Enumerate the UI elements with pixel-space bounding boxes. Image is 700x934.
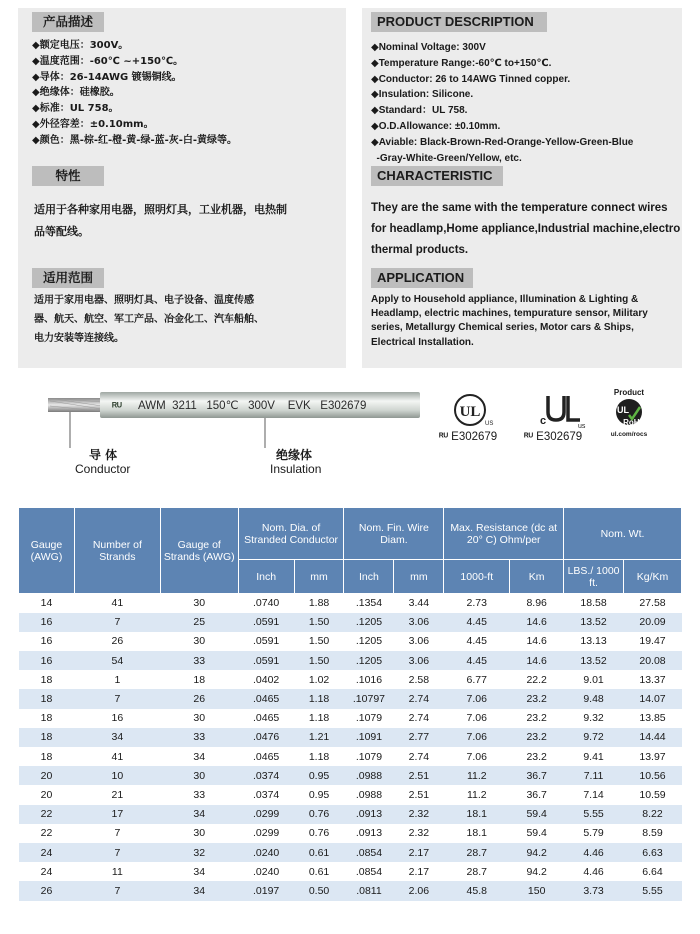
table-cell: 7 <box>74 613 160 632</box>
table-cell: 16 <box>19 632 75 651</box>
table-cell: .0240 <box>238 862 294 881</box>
table-cell: 2.74 <box>394 709 444 728</box>
table-cell: 4.45 <box>444 632 510 651</box>
insulation-label <box>270 448 321 476</box>
header-fin-mm: mm <box>394 560 444 594</box>
table-cell: 7 <box>74 689 160 708</box>
table-cell: 16 <box>19 651 75 670</box>
table-cell: 20.08 <box>624 651 682 670</box>
table-cell: 18 <box>160 670 238 689</box>
header-nom-wt: Nom. Wt. <box>564 508 682 560</box>
table-cell: 4.45 <box>444 651 510 670</box>
table-cell: 30 <box>160 766 238 785</box>
header-res-km: Km <box>510 560 564 594</box>
table-cell: 26 <box>74 632 160 651</box>
table-cell: 25 <box>160 613 238 632</box>
table-cell: 14.6 <box>510 613 564 632</box>
table-cell: 54 <box>74 651 160 670</box>
table-row <box>19 689 682 708</box>
table-cell: 6.63 <box>624 843 682 862</box>
table-cell: 16 <box>74 709 160 728</box>
table-cell: 11.2 <box>444 785 510 804</box>
en-application-heading: APPLICATION <box>371 268 473 288</box>
header-dia-mm: mm <box>294 560 344 594</box>
table-cell: 1.18 <box>294 747 344 766</box>
table-cell: 10 <box>74 766 160 785</box>
cn-description-heading: 产品描述 <box>32 12 104 32</box>
table-cell: 0.95 <box>294 785 344 804</box>
list-item: ◆O.D.Allowance: ±0.10mm. <box>371 120 501 132</box>
table-cell: 0.50 <box>294 881 344 900</box>
list-item: ◆外径容差：±0.10mm。 <box>32 118 154 130</box>
table-cell: 14.44 <box>624 728 682 747</box>
table-row <box>19 843 682 862</box>
table-cell: .0299 <box>238 824 294 843</box>
header-gauge: Gauge (AWG) <box>19 508 75 594</box>
list-item: ◆绝缘体：硅橡胶。 <box>32 87 120 99</box>
cable-print-text: AWM 3211 150℃ 300V EVK E302679 <box>138 400 367 412</box>
table-row <box>19 613 682 632</box>
table-cell: 6.64 <box>624 862 682 881</box>
table-cell: 7 <box>74 881 160 900</box>
table-row <box>19 670 682 689</box>
ul-mark-icon: ᴿᵁ <box>112 401 122 413</box>
table-cell: 11 <box>74 862 160 881</box>
list-item: ◆额定电压：300V。 <box>32 40 129 51</box>
table-cell: 2.17 <box>394 862 444 881</box>
table-body <box>19 594 682 901</box>
table-cell: 0.61 <box>294 843 344 862</box>
table-cell: .1205 <box>344 613 394 632</box>
table-row <box>19 766 682 785</box>
table-cell: 18 <box>19 728 75 747</box>
table-cell: 7.06 <box>444 709 510 728</box>
svg-text:US: US <box>485 421 494 427</box>
table-cell: .0374 <box>238 766 294 785</box>
en-application-text <box>371 293 648 350</box>
table-cell: 2.17 <box>394 843 444 862</box>
table-cell: 18.1 <box>444 824 510 843</box>
cable-diagram <box>40 388 430 448</box>
text-line: 电力安装等连接线。 <box>34 333 124 344</box>
header-nom-dia: Nom. Dia. of Stranded Conductor <box>238 508 344 560</box>
table-cell: 13.85 <box>624 709 682 728</box>
list-item: ◆Standard：UL 758. <box>371 105 468 117</box>
table-cell: 33 <box>160 651 238 670</box>
table-cell: 34 <box>160 805 238 824</box>
table-cell: 33 <box>160 785 238 804</box>
list-item: ◆导体：26-14AWG 镀锡铜线。 <box>32 71 182 83</box>
table-cell: 2.73 <box>444 594 510 613</box>
table-cell: 2.06 <box>394 881 444 900</box>
table-cell: 1.50 <box>294 651 344 670</box>
ul-rohs-badge <box>606 388 652 438</box>
table-cell: 16 <box>19 613 75 632</box>
table-cell: 20 <box>19 766 75 785</box>
table-cell: 24 <box>19 843 75 862</box>
cn-application-text <box>34 291 264 348</box>
table-cell: 0.95 <box>294 766 344 785</box>
table-cell: .1205 <box>344 651 394 670</box>
table-cell: 14.6 <box>510 651 564 670</box>
table-cell: .0591 <box>238 651 294 670</box>
table-cell: 5.79 <box>564 824 624 843</box>
table-cell: .10797 <box>344 689 394 708</box>
table-row <box>19 881 682 900</box>
table-cell: 18.1 <box>444 805 510 824</box>
cert-file-2 <box>524 431 582 443</box>
table-cell: 3.06 <box>394 651 444 670</box>
list-item: ◆Aviable: Black-Brown-Red-Orange-Yellow-Green-Blue <box>371 136 634 148</box>
table-cell: 26 <box>19 881 75 900</box>
table-cell: 30 <box>160 632 238 651</box>
table-cell: 36.7 <box>510 785 564 804</box>
table-cell: 34 <box>160 747 238 766</box>
list-item: ◆温度范围：-60℃ ~+150℃。 <box>32 55 184 67</box>
cn-characteristic-text <box>34 199 287 243</box>
text-line: 器、航天、航空、军工产品、冶金化工、汽车船舶、 <box>34 314 264 325</box>
table-cell: .0465 <box>238 747 294 766</box>
table-cell: 1.50 <box>294 613 344 632</box>
en-description-list <box>371 40 633 166</box>
cn-characteristic-heading: 特性 <box>32 166 104 186</box>
table-cell: 1.02 <box>294 670 344 689</box>
table-cell: 3.06 <box>394 632 444 651</box>
table-row <box>19 862 682 881</box>
table-cell: 36.7 <box>510 766 564 785</box>
table-cell: 28.7 <box>444 862 510 881</box>
text-line: 适用于家用电器、照明灯具、电子设备、温度传感 <box>34 295 254 306</box>
table-cell: 13.37 <box>624 670 682 689</box>
table-cell: .0465 <box>238 709 294 728</box>
table-cell: 0.61 <box>294 862 344 881</box>
table-cell: 23.2 <box>510 728 564 747</box>
table-cell: 33 <box>160 728 238 747</box>
header-nom-fin: Nom. Fin. Wire Diam. <box>344 508 444 560</box>
text-line: Apply to Household appliance, Illumination & Lighting & <box>371 294 639 305</box>
table-cell: 26 <box>160 689 238 708</box>
table-cell: .0854 <box>344 843 394 862</box>
table-cell: 2.58 <box>394 670 444 689</box>
table-cell: 18 <box>19 709 75 728</box>
table-cell: 6.77 <box>444 670 510 689</box>
table-cell: .1016 <box>344 670 394 689</box>
c-ur-us-icon <box>538 390 586 430</box>
en-characteristic-text <box>371 198 680 261</box>
table-cell: .0197 <box>238 881 294 900</box>
header-strand-gauge: Gauge of Strands (AWG) <box>160 508 238 594</box>
table-cell: 18 <box>19 670 75 689</box>
svg-text:UL: UL <box>459 404 481 420</box>
table-cell: .0402 <box>238 670 294 689</box>
table-cell: 2.77 <box>394 728 444 747</box>
en-description-heading: PRODUCT DESCRIPTION <box>371 12 547 32</box>
table-row <box>19 632 682 651</box>
table-cell: 13.52 <box>564 613 624 632</box>
cn-application-heading: 适用范围 <box>32 268 104 288</box>
table-cell: 8.22 <box>624 805 682 824</box>
table-cell: 2.32 <box>394 824 444 843</box>
text-line: 品等配线。 <box>34 225 89 238</box>
table-cell: 22 <box>19 805 75 824</box>
header-max-resistance: Max. Resistance (dc at 20° C) Ohm/per <box>444 508 564 560</box>
table-cell: .0811 <box>344 881 394 900</box>
table-cell: 8.96 <box>510 594 564 613</box>
table-cell: 150 <box>510 881 564 900</box>
table-row <box>19 805 682 824</box>
table-cell: 9.01 <box>564 670 624 689</box>
table-cell: 13.97 <box>624 747 682 766</box>
text-line: 适用于各种家用电器，照明灯具，工业机器，电热制 <box>34 203 287 216</box>
table-row <box>19 785 682 804</box>
text-line: They are the same with the temperature connect wires <box>371 202 668 214</box>
list-item: ◆标准：UL 758。 <box>32 103 119 115</box>
table-cell: .1079 <box>344 709 394 728</box>
text-line: series, Metallurgy Chemical series, Motor cars & Ships, <box>371 322 634 334</box>
cn-description-list <box>32 38 237 149</box>
table-cell: .1091 <box>344 728 394 747</box>
table-cell: .1354 <box>344 594 394 613</box>
cert-file-number-2: E302679 <box>536 431 583 443</box>
table-cell: .0913 <box>344 824 394 843</box>
table-cell: .0591 <box>238 632 294 651</box>
en-characteristic-heading: CHARACTERISTIC <box>371 166 503 186</box>
table-cell: .0465 <box>238 689 294 708</box>
table-cell: 7.06 <box>444 689 510 708</box>
text-line: Electrical Installation. <box>371 336 474 348</box>
table-cell: 1.50 <box>294 632 344 651</box>
table-cell: 0.76 <box>294 824 344 843</box>
table-cell: 34 <box>74 728 160 747</box>
table-cell: 7.11 <box>564 766 624 785</box>
table-cell: 8.59 <box>624 824 682 843</box>
table-cell: 2.51 <box>394 766 444 785</box>
table-cell: 9.41 <box>564 747 624 766</box>
table-cell: 10.59 <box>624 785 682 804</box>
table-cell: 2.74 <box>394 747 444 766</box>
table-cell: 1.88 <box>294 594 344 613</box>
table-cell: 30 <box>160 824 238 843</box>
table-cell: 1.18 <box>294 709 344 728</box>
table-cell: 3.44 <box>394 594 444 613</box>
ul-recognized-small-icon: ᴿᵁ <box>439 432 448 443</box>
table-cell: 22.2 <box>510 670 564 689</box>
conductor-label <box>75 448 130 476</box>
table-cell: 2.51 <box>394 785 444 804</box>
conductor-label-cn: 导 体 <box>89 448 118 462</box>
table-cell: 5.55 <box>564 805 624 824</box>
header-dia-inch: Inch <box>238 560 294 594</box>
table-cell: .0854 <box>344 862 394 881</box>
table-cell: 30 <box>160 594 238 613</box>
table-cell: 41 <box>74 594 160 613</box>
svg-text:c: c <box>540 415 547 427</box>
table-cell: 1.18 <box>294 689 344 708</box>
table-cell: 34 <box>160 881 238 900</box>
table-cell: 59.4 <box>510 824 564 843</box>
table-row <box>19 651 682 670</box>
table-cell: 2.74 <box>394 689 444 708</box>
table-cell: 7.06 <box>444 747 510 766</box>
table-cell: 19.47 <box>624 632 682 651</box>
table-cell: 0.76 <box>294 805 344 824</box>
table-cell: 1 <box>74 670 160 689</box>
table-row <box>19 728 682 747</box>
table-cell: 11.2 <box>444 766 510 785</box>
table-cell: 13.52 <box>564 651 624 670</box>
table-cell: 9.32 <box>564 709 624 728</box>
table-cell: 14 <box>19 594 75 613</box>
table-cell: .0374 <box>238 785 294 804</box>
table-row <box>19 747 682 766</box>
insulation-label-cn: 绝缘体 <box>276 448 313 462</box>
list-item: ◆Nominal Voltage: 300V <box>371 42 486 53</box>
list-item: ◆Conductor: 26 to 14AWG Tinned copper. <box>371 73 571 85</box>
table-row <box>19 709 682 728</box>
table-cell: 28.7 <box>444 843 510 862</box>
svg-text:UL: UL <box>617 405 629 415</box>
table-cell: 17 <box>74 805 160 824</box>
insulation-label-en: Insulation <box>270 462 322 476</box>
table-cell: 30 <box>160 709 238 728</box>
table-cell: 21 <box>74 785 160 804</box>
table-cell: 45.8 <box>444 881 510 900</box>
table-cell: 1.21 <box>294 728 344 747</box>
table-cell: .0240 <box>238 843 294 862</box>
table-cell: 22 <box>19 824 75 843</box>
table-cell: .0591 <box>238 613 294 632</box>
header-strands: Number of Strands <box>74 508 160 594</box>
rohs-site-label: ul.com/rocs <box>610 431 648 438</box>
table-cell: .0476 <box>238 728 294 747</box>
list-item: ◆Temperature Range:-60℃ to+150℃. <box>371 57 552 69</box>
table-row <box>19 594 682 613</box>
text-line: Headlamp, electric machines, tempurature sensor, Military <box>371 308 648 320</box>
table-cell: 34 <box>160 862 238 881</box>
table-cell: .1205 <box>344 632 394 651</box>
cert-file-number-1: E302679 <box>451 431 498 443</box>
list-item: -Gray-White-Green/Yellow, etc. <box>371 152 522 164</box>
table-cell: 2.32 <box>394 805 444 824</box>
text-line: thermal products. <box>371 244 469 256</box>
table-cell: 7 <box>74 843 160 862</box>
table-cell: 23.2 <box>510 747 564 766</box>
cert-file-1 <box>439 431 497 443</box>
header-wt-lbs: LBS./ 1000 ft. <box>564 560 624 594</box>
svg-text:us: us <box>578 423 586 430</box>
table-cell: 5.55 <box>624 881 682 900</box>
table-cell: 9.72 <box>564 728 624 747</box>
rohs-label: RoHS <box>623 418 645 427</box>
table-cell: .0988 <box>344 766 394 785</box>
table-cell: 41 <box>74 747 160 766</box>
table-cell: .0299 <box>238 805 294 824</box>
table-cell: 23.2 <box>510 709 564 728</box>
table-cell: 18 <box>19 747 75 766</box>
table-cell: 59.4 <box>510 805 564 824</box>
list-item: ◆颜色：黑-棕-红-橙-黄-绿-蓝-灰-白-黄绿等。 <box>32 134 238 146</box>
specification-table <box>18 507 682 901</box>
table-cell: .0740 <box>238 594 294 613</box>
text-line: for headlamp,Home appliance,Industrial machine,electro <box>371 223 681 235</box>
table-cell: .0913 <box>344 805 394 824</box>
ul-recognized-small-icon-2: ᴿᵁ <box>524 432 533 443</box>
table-cell: 4.46 <box>564 862 624 881</box>
header-fin-inch: Inch <box>344 560 394 594</box>
rohs-product-label: Product <box>613 388 645 397</box>
header-wt-kgkm: Kg/Km <box>624 560 682 594</box>
conductor-label-en: Conductor <box>75 462 131 476</box>
table-cell: 18 <box>19 689 75 708</box>
table-cell: 7 <box>74 824 160 843</box>
table-cell: 14.6 <box>510 632 564 651</box>
table-cell: 9.48 <box>564 689 624 708</box>
table-cell: 10.56 <box>624 766 682 785</box>
table-cell: 7.14 <box>564 785 624 804</box>
table-cell: 94.2 <box>510 862 564 881</box>
table-cell: 4.45 <box>444 613 510 632</box>
table-cell: 94.2 <box>510 843 564 862</box>
header-res-ft: 1000-ft <box>444 560 510 594</box>
table-cell: 4.46 <box>564 843 624 862</box>
table-cell: .1079 <box>344 747 394 766</box>
table-cell: 13.13 <box>564 632 624 651</box>
table-row <box>19 824 682 843</box>
table-cell: 27.58 <box>624 594 682 613</box>
table-cell: 32 <box>160 843 238 862</box>
table-cell: 20.09 <box>624 613 682 632</box>
table-cell: 24 <box>19 862 75 881</box>
list-item: ◆Insulation: Silicone. <box>371 89 474 101</box>
ul-listed-icon <box>452 392 494 428</box>
table-cell: .0988 <box>344 785 394 804</box>
table-cell: 20 <box>19 785 75 804</box>
table-cell: 3.06 <box>394 613 444 632</box>
table-cell: 18.58 <box>564 594 624 613</box>
table-cell: 23.2 <box>510 689 564 708</box>
table-cell: 3.73 <box>564 881 624 900</box>
table-cell: 7.06 <box>444 728 510 747</box>
table-cell: 14.07 <box>624 689 682 708</box>
